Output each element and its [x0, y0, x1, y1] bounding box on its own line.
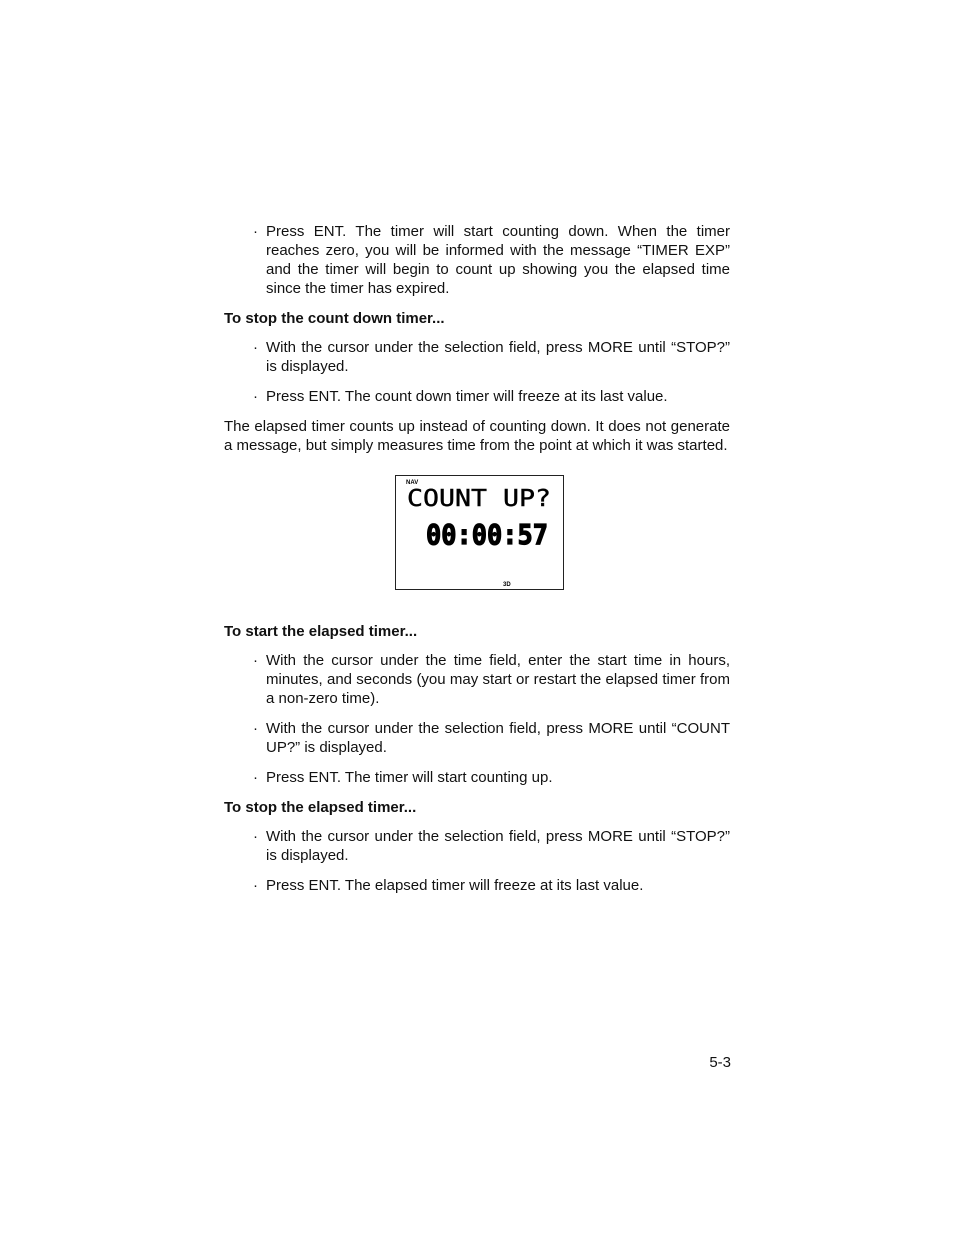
bullet-item	[253, 876, 730, 895]
bullet-item	[253, 651, 730, 708]
elapsed-timer-description: The elapsed timer counts up instead of counting down. It does not generate a message, but simply measures time from the point at which it was started.	[224, 418, 730, 454]
bullet-item	[253, 827, 730, 865]
bullet-item	[253, 338, 730, 376]
bullet-dot: ·	[253, 828, 258, 845]
bullet-dot: ·	[253, 652, 258, 669]
lcd-display-illustration	[395, 475, 564, 590]
bullet-dot: ·	[253, 877, 258, 894]
lcd-line-1: COUNT UP?	[407, 486, 551, 512]
lcd-nav-label: NAV	[406, 480, 419, 486]
bullet-dot: ·	[253, 720, 258, 737]
bullet-text: With the cursor under the selection field, press MORE until “COUNT UP?” is displayed.	[266, 720, 730, 756]
bullet-text: Press ENT. The count down timer will freeze at its last value.	[266, 388, 668, 405]
page-number: 5-3	[709, 1054, 731, 1071]
section-heading-stop-elapsed: To stop the elapsed timer...	[224, 799, 417, 816]
bullet-dot: ·	[253, 388, 258, 405]
section-heading-start-elapsed: To start the elapsed timer...	[224, 623, 418, 640]
bullet-item	[253, 222, 730, 298]
bullet-text: With the cursor under the time field, enter the start time in hours, minutes, and seconds (you may start or restart the elapsed timer from a non-zero time).	[266, 652, 730, 707]
bullet-text: Press ENT. The timer will start counting up.	[266, 769, 553, 786]
bullet-text: Press ENT. The elapsed timer will freeze at its last value.	[266, 877, 644, 894]
bullet-text: With the cursor under the selection field, press MORE until “STOP?” is displayed.	[266, 339, 730, 375]
lcd-screen	[396, 476, 563, 589]
manual-page-content	[224, 222, 730, 906]
bullet-dot: ·	[253, 223, 258, 240]
bullet-item	[253, 387, 730, 406]
lcd-status-label: 3D	[503, 582, 511, 588]
bullet-item	[253, 719, 730, 757]
bullet-text: With the cursor under the selection field, press MORE until “STOP?” is displayed.	[266, 828, 730, 864]
lcd-line-2: 00:00:57	[426, 518, 548, 551]
bullet-dot: ·	[253, 339, 258, 356]
section-heading-stop-countdown: To stop the count down timer...	[224, 310, 445, 327]
bullet-dot: ·	[253, 769, 258, 786]
bullet-item	[253, 768, 730, 787]
bullet-text: Press ENT. The timer will start counting down. When the timer reaches zero, you will be informed with the message “TIMER EXP” and the timer will begin to count up showing you the elapsed time since the timer has expired.	[266, 223, 730, 297]
